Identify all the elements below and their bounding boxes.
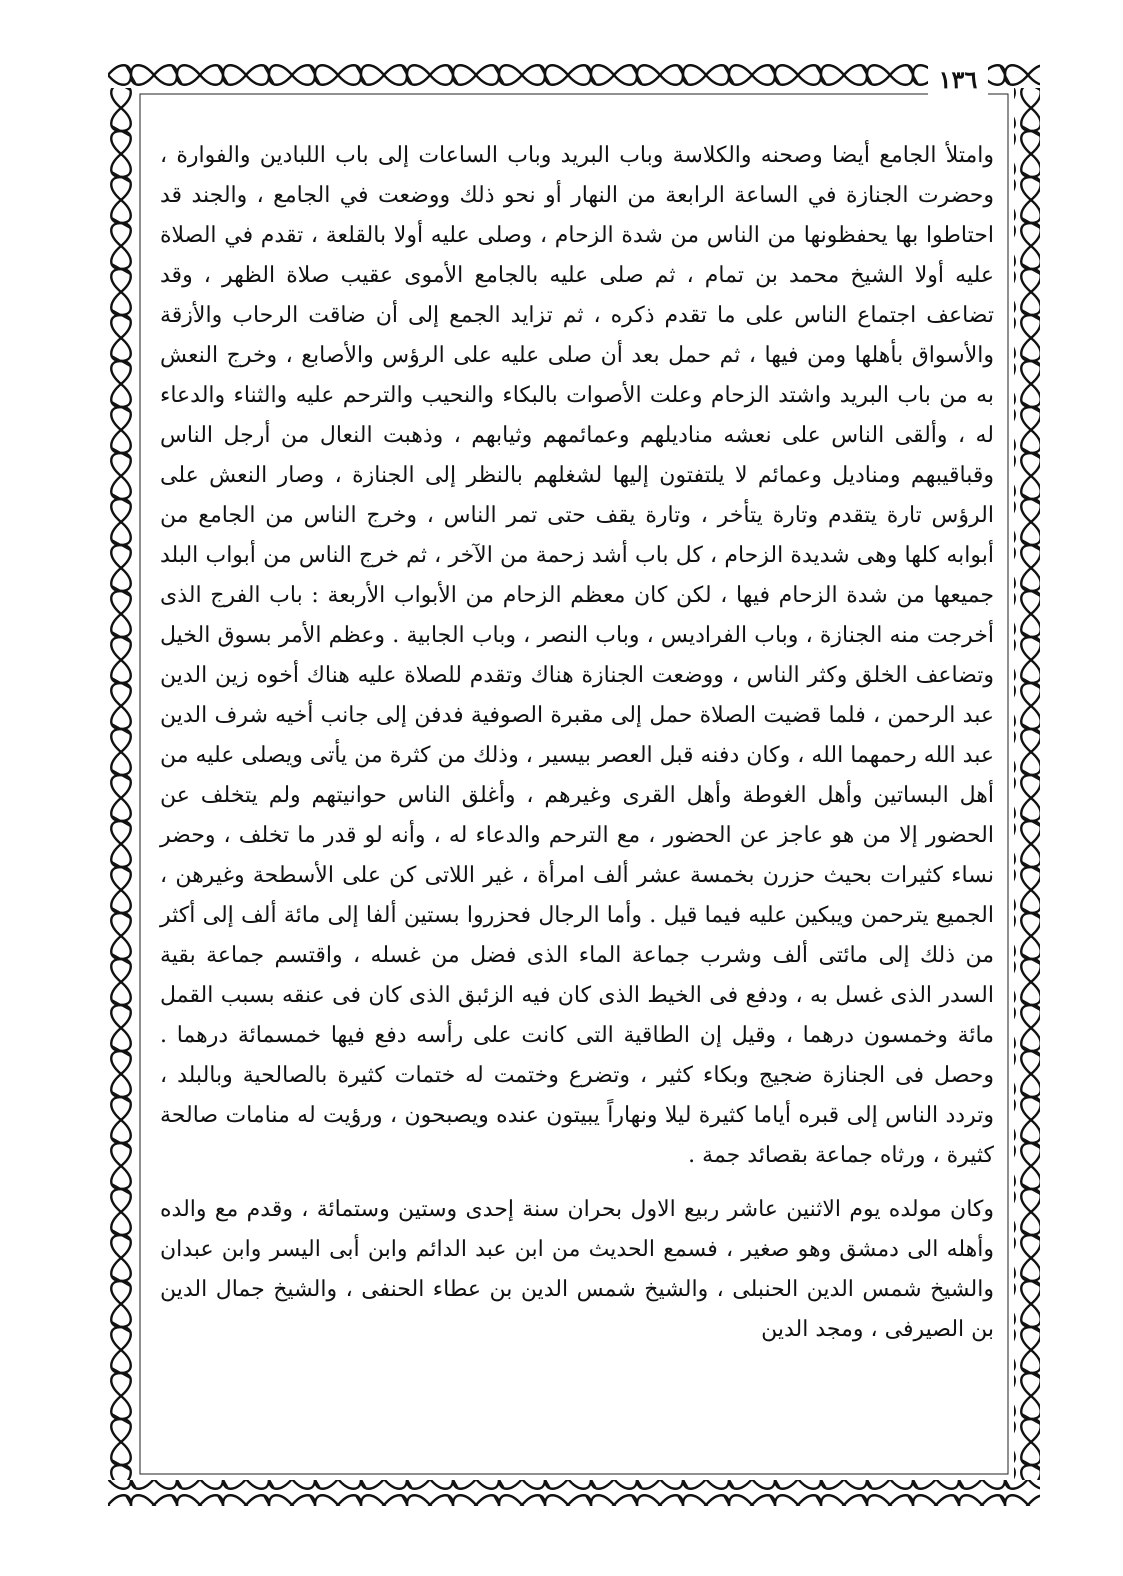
page-number: ١٣٦: [928, 64, 988, 96]
paragraph: وامتلأ الجامع أيضا وصحنه والكلاسة وباب البريد وباب الساعات إلى باب اللبادين والفوارة ، وحضرت الجنازة في الساعة الرابعة من النهار أو نحو ذلك ووضعت في الجامع ، والجند قد احتاطوا بها يحفظونها من الناس من شدة الزحام ، وصلى عليه أولا بالقلعة ، تقدم في الصلاة عليه أولا الشيخ محمد بن تمام ، ثم صلى عليه بالجامع الأموى عقيب صلاة الظهر ، وقد تضاعف اجتماع الناس على ما تقدم ذكره ، ثم تزايد الجمع إلى أن ضاقت الرحاب والأزقة والأسواق بأهلها ومن فيها ، ثم حمل بعد أن صلى عليه على الرؤس والأصابع ، وخرج النعش به من باب البريد واشتد الزحام وعلت الأصوات بالبكاء والنحيب والترحم عليه والثناء والدعاء له ، وألقى الناس على نعشه مناديلهم وعمائمهم وثيابهم ، وذهبت النعال من أرجل الناس وقباقيبهم ومناديل وعمائم لا يلتفتون إليها لشغلهم بالنظر إلى الجنازة ، وصار النعش على الرؤس تارة يتقدم وتارة يتأخر ، وتارة يقف حتى تمر الناس ، وخرج الناس من الجامع من أبوابه كلها وهى شديدة الزحام ، كل باب أشد زحمة من الآخر ، ثم خرج الناس من أبواب البلد جميعها من شدة الزحام فيها ، لكن كان معظم الزحام من الأبواب الأربعة : باب الفرج الذى أخرجت منه الجنازة ، وباب الفراديس ، وباب النصر ، وباب الجابية . وعظم الأمر بسوق الخيل وتضاعف الخلق وكثر الناس ، ووضعت الجنازة هناك وتقدم للصلاة عليه هناك أخوه زين الدين عبد الرحمن ، فلما قضيت الصلاة حمل إلى مقبرة الصوفية فدفن إلى جانب أخيه شرف الدين عبد الله رحمهما الله ، وكان دفنه قبل العصر بيسير ، وذلك من كثرة من يأتى ويصلى عليه من أهل البساتين وأهل الغوطة وأهل القرى وغيرهم ، وأغلق الناس حوانيتهم ولم يتخلف عن الحضور إلا من هو عاجز عن الحضور ، مع الترحم والدعاء له ، وأنه لو قدر ما تخلف ، وحضر نساء كثيرات بحيث حزرن بخمسة عشر ألف امرأة ، غير اللاتى كن على الأسطحة وغيرهن ، الجميع يترحمن ويبكين عليه فيما قيل . وأما الرجال فحزروا بستين ألفا إلى مائة ألف إلى أكثر من ذلك إلى مائتى ألف وشرب جماعة الماء الذى فضل من غسله ، واقتسم جماعة بقية السدر الذى غسل به ، ودفع فى الخيط الذى كان فيه الزئبق الذى كان فى عنقه بسبب القمل مائة وخمسون درهما ، وقيل إن الطاقية التى كانت على رأسه دفع فيها خمسمائة درهما . وحصل فى الجنازة ضجيج وبكاء كثير ، وتضرع وختمت له ختمات كثيرة بالصالحية وبالبلد ، وتردد الناس إلى قبره أياما كثيرة ليلا ونهاراً يبيتون عنده ويصبحون ، ورؤيت له منامات صالحة كثيرة ، ورثاه جماعة بقصائد جمة .: [160, 143, 994, 1168]
paragraph: وكان مولده يوم الاثنين عاشر ربيع الاول بحران سنة إحدى وستين وستمائة ، وقدم مع والده وأهله الى دمشق وهو صغير ، فسمع الحديث من ابن عبد الدائم وابن أبى اليسر وابن عبدان والشيخ شمس الدين الحنبلى ، والشيخ شمس الدين بن عطاء الحنفى ، والشيخ جمال الدين بن الصيرفى ، ومجد الدين: [160, 1197, 994, 1342]
page-body: [160, 136, 994, 1476]
